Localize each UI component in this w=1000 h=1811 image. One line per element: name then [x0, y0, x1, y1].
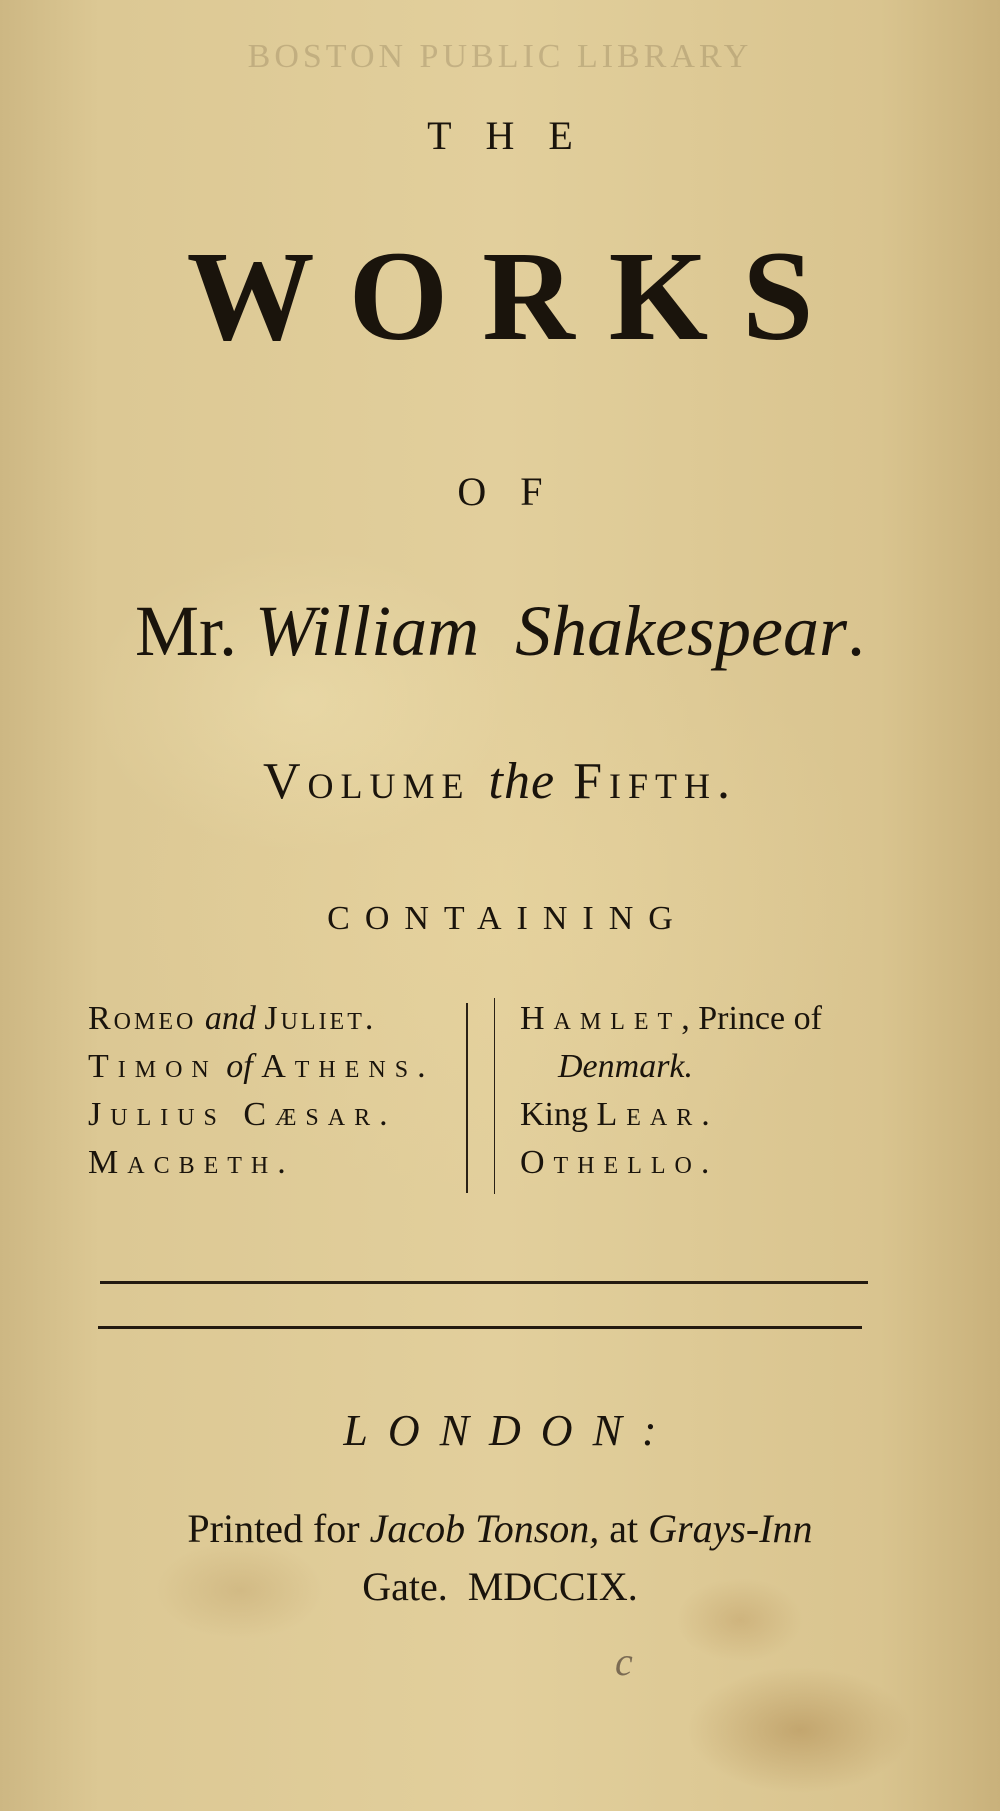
play-romeo-juliet	[88, 995, 435, 1043]
imprint-line-2	[0, 1558, 1000, 1616]
play-title-part: Romeo	[88, 1000, 197, 1037]
imprint-year: MDCCIX.	[467, 1564, 638, 1609]
author-end: .	[846, 591, 865, 671]
divider-rule-bottom	[98, 1326, 862, 1329]
play-title-part: Denmark.	[558, 1048, 694, 1085]
imprint-line-1	[0, 1500, 1000, 1558]
library-stamp: BOSTON PUBLIC LIBRARY	[247, 38, 753, 75]
play-julius-caesar	[88, 1091, 435, 1139]
play-hamlet	[520, 995, 822, 1043]
play-title-part: Julius Cæsar.	[88, 1096, 397, 1133]
author-last-name: Shakespear	[515, 591, 847, 671]
title-works: WORKS	[186, 225, 848, 367]
play-title-part: King	[520, 1096, 588, 1133]
author-prefix: Mr.	[135, 591, 238, 671]
divider-rule-top	[100, 1281, 868, 1284]
containing-heading: CONTAINING	[327, 900, 688, 937]
play-conjunction: and	[204, 1000, 256, 1037]
imprint-printed-for: Printed for	[187, 1506, 360, 1551]
author-first-name: William	[255, 591, 480, 671]
play-title-part: Othello.	[520, 1144, 719, 1181]
volume-the: the	[488, 753, 556, 810]
play-conjunction: of	[226, 1048, 253, 1085]
imprint-text	[0, 1500, 1000, 1616]
column-divider-right	[494, 998, 495, 1194]
title-of: OF	[457, 469, 577, 514]
play-king-lear	[520, 1091, 822, 1139]
handwritten-mark: c	[615, 1639, 633, 1684]
play-title-part: Juliet.	[264, 1000, 377, 1037]
volume-line	[0, 752, 1000, 811]
play-title-part: Lear.	[596, 1096, 719, 1133]
column-divider-left	[466, 1003, 468, 1193]
play-macbeth	[88, 1139, 435, 1187]
play-timon	[88, 1043, 435, 1091]
imprint-at: at	[609, 1506, 639, 1551]
play-title-part: Athens.	[261, 1048, 435, 1085]
imprint-place: Grays-Inn	[648, 1506, 813, 1551]
play-othello	[520, 1139, 822, 1187]
play-title-part: Timon	[88, 1048, 218, 1085]
imprint-printer: Jacob Tonson,	[369, 1506, 600, 1551]
play-title-part: , Prince of	[681, 1000, 822, 1037]
volume-ordinal: Fifth.	[573, 753, 737, 810]
play-title-part: Macbeth.	[88, 1144, 295, 1181]
play-hamlet-continued	[520, 1043, 822, 1091]
author-line	[0, 590, 1000, 673]
play-title-part: Hamlet	[520, 1000, 682, 1037]
title-the: THE	[427, 113, 607, 158]
imprint-gate: Gate.	[362, 1564, 448, 1609]
plays-right-column	[520, 995, 822, 1187]
volume-word: Volume	[263, 753, 471, 810]
plays-left-column	[88, 995, 435, 1187]
imprint-city: LONDON:	[343, 1406, 677, 1455]
